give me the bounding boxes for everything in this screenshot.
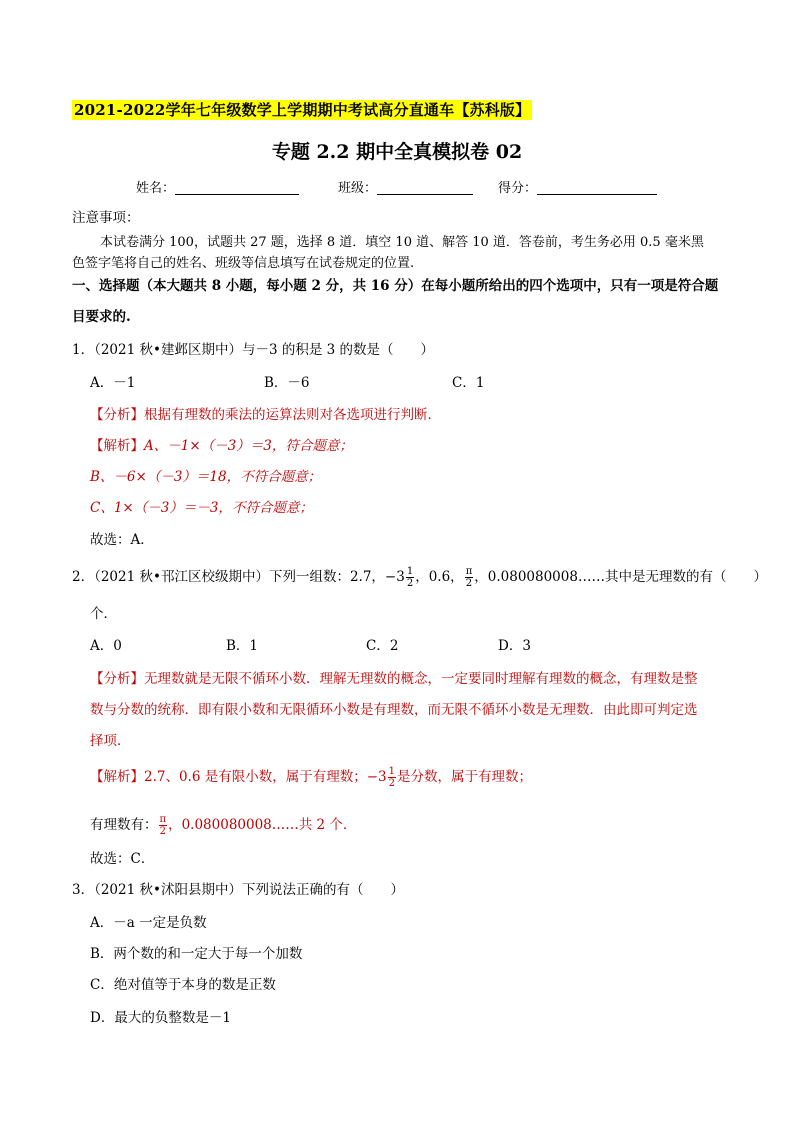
q3-stem: 3．（2021 秋•沭阳县期中）下列说法正确的有（ ） (72, 882, 404, 898)
q1-solution-c: C、1×（－3）＝－3，不符合题意； (90, 500, 313, 516)
solution-l2-pre: 有理数有： (90, 817, 158, 833)
class-field (338, 177, 473, 196)
solution-pi-fraction (159, 814, 168, 837)
q3-option-a: A．－a 一定是负数 (90, 915, 207, 931)
score-blank[interactable] (537, 180, 657, 195)
class-label: 班级： (338, 181, 378, 196)
q3-option-d: D．最大的负整数是－1 (90, 1010, 231, 1026)
header-band: 2021-2022学年七年级数学上学期期中考试高分直通车【苏科版】 (74, 101, 531, 119)
pi-numerator: π (465, 566, 473, 577)
q1-option-c: C．1 (452, 375, 485, 391)
q2-mixed-whole: −3 (384, 569, 405, 585)
q1-stem: 1．（2021 秋•建邺区期中）与－3 的积是 3 的数是（ ） (72, 342, 435, 358)
analysis-tag: 【分析】 (90, 671, 144, 687)
q1-option-a: A．－1 (90, 375, 136, 391)
q1-solution-a (90, 436, 353, 456)
notes-label: 注意事项： (72, 210, 140, 226)
q3-option-c: C．绝对值等于本身的数是正数 (90, 977, 276, 993)
class-blank[interactable] (377, 180, 473, 195)
fraction-numerator: 1 (388, 766, 396, 777)
q1-option-b: B．－6 (264, 375, 310, 391)
solution-fraction (388, 766, 396, 789)
name-blank[interactable] (175, 180, 299, 195)
section-heading-line-2: 目要求的. (72, 309, 131, 325)
q3-option-b: B．两个数的和一定大于每一个加数 (90, 946, 303, 962)
q2-option-a: A．0 (90, 638, 122, 654)
score-field (498, 177, 657, 196)
pi-denominator: 2 (465, 578, 473, 589)
pi-denominator: 2 (159, 826, 166, 837)
q2-solution-line-1 (90, 766, 532, 789)
analysis-text: 无理数就是无限不循环小数．理解无理数的概念，一定要同时理解有理数的概念，有理数是整 (144, 671, 698, 687)
q2-analysis-line-3: 择项． (90, 733, 131, 749)
q2-analysis-line-1 (90, 669, 698, 689)
q1-answer: 故选：A． (90, 532, 154, 548)
solution-tag: 【解析】 (90, 769, 144, 785)
q2-stem-line-2: 个． (90, 606, 117, 622)
q1-analysis (90, 405, 441, 425)
q1-solution-b: B、－6×（－3）＝18，不符合题意； (90, 469, 322, 485)
notes-line-2: 色签字笔将自己的姓名、班级等信息填写在试卷规定的位置. (72, 256, 415, 271)
q2-option-b: B．1 (226, 638, 259, 654)
analysis-text: 根据有理数的乘法的运算法则对各选项进行判断． (144, 407, 441, 423)
q2-stem (72, 566, 767, 589)
solution-line: A、－1×（－3）＝3，符合题意； (144, 438, 353, 454)
section-heading-line-1: 一、选择题（本大题共 8 小题，每小题 2 分，共 16 分）在每小题所给出的四个选项中，只有一项是符合题 (72, 278, 719, 294)
q2-pi-fraction (465, 566, 474, 589)
analysis-tag: 【分析】 (90, 407, 144, 423)
solution-l2-post: ，0.080080008……共 2 个． (168, 817, 357, 833)
solution-pre: 2.7、0.6 是有限小数，属于有理数； (144, 769, 367, 785)
solution-mixed-whole: −3 (366, 769, 387, 785)
fraction-denominator: 2 (406, 578, 414, 589)
solution-tag: 【解析】 (90, 438, 144, 454)
q2-stem-pre: 2．（2021 秋•邗江区校级期中）下列一组数：2.7， (72, 569, 385, 585)
page-title: 专题 2.2 期中全真模拟卷 02 (271, 141, 523, 163)
fraction-numerator: 1 (406, 566, 414, 577)
score-label: 得分： (498, 181, 538, 196)
q2-option-c: C．2 (366, 638, 399, 654)
solution-post: 是分数，属于有理数； (397, 769, 533, 785)
q2-analysis-line-2: 数与分数的统称．即有限小数和无限循环小数是有理数，而无限不循环小数是无理数．由此即可判定选 (90, 702, 698, 718)
name-label: 姓名： (136, 181, 176, 196)
q2-answer: 故选：C． (90, 851, 155, 867)
q2-solution-line-2 (90, 814, 356, 837)
q2-fraction (406, 566, 414, 589)
q2-option-d: D．3 (498, 638, 531, 654)
fraction-denominator: 2 (388, 778, 396, 789)
q2-stem-post: ，0.080080008……其中是无理数的有（ ） (474, 569, 767, 585)
notes-line-1: 本试卷满分 100，试题共 27 题，选择 8 道．填空 10 道、解答 10 道．答卷前，考生务必用 0.5 毫米黑 (100, 235, 704, 250)
pi-numerator: π (159, 814, 167, 825)
q2-stem-mid: ，0.6， (415, 569, 464, 585)
name-field (136, 177, 299, 196)
